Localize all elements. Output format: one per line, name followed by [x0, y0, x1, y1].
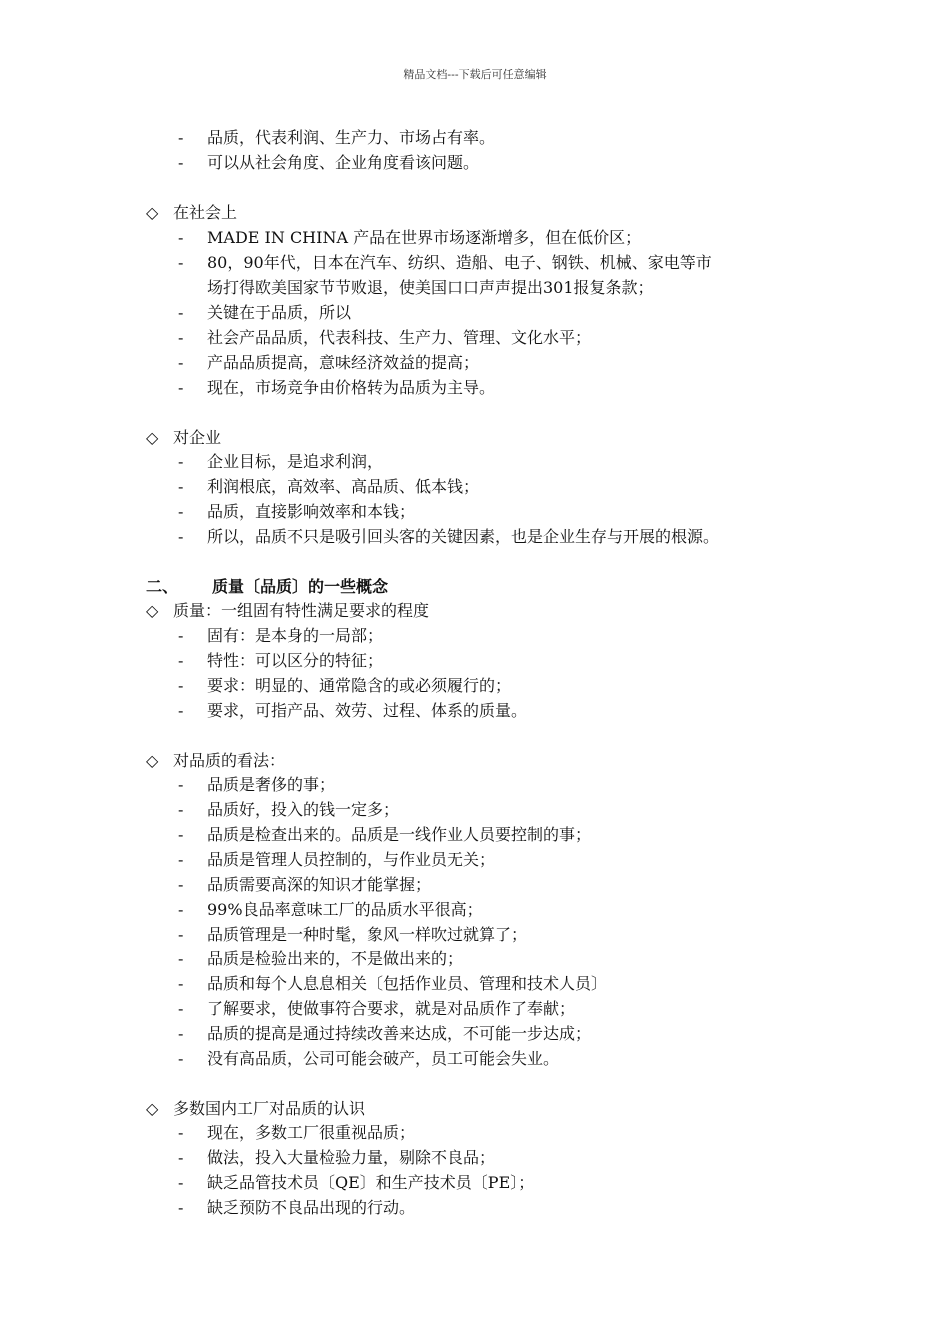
- list-item-text: 现在，多数工厂很重视品质；: [207, 1123, 416, 1142]
- list-item-text: 品质管理是一种时髦，象风一样吹过就算了；: [207, 925, 528, 944]
- list-item-text: 品质是检验出来的，不是做出来的；: [207, 949, 464, 968]
- list-item-text: 场打得欧美国家节节败退，使美国口口声声提出301报复条款；: [207, 278, 654, 297]
- list-item-text: 品质的提高是通过持续改善来达成，不可能一步达成；: [207, 1024, 592, 1043]
- bullet-dash: -: [178, 949, 184, 968]
- list-item-text: 可以从社会角度、企业角度看该问题。: [207, 153, 480, 172]
- section-heading-text: 多数国内工厂对品质的认识: [173, 1099, 366, 1118]
- list-item-text: 品质和每个人息息相关〔包括作业员、管理和技术人员〕: [207, 974, 608, 993]
- section-heading-text: 质量：一组固有特性满足要求的程度: [173, 601, 430, 620]
- bullet-dash: -: [178, 900, 184, 919]
- section-heading-text: 在社会上: [173, 203, 238, 222]
- bullet-dash: -: [178, 253, 184, 272]
- bullet-dash: -: [178, 128, 184, 147]
- list-item-text: 利润根底，高效率、高品质、低本钱；: [207, 477, 480, 496]
- bullet-dash: -: [178, 1173, 184, 1192]
- list-item-text: 99%良品率意味工厂的品质水平很高；: [207, 900, 483, 919]
- list-item-text: 缺乏品管技术员〔QE〕和生产技术员〔PE〕；: [207, 1173, 535, 1192]
- list-item-text: 了解要求，使做事符合要求，就是对品质作了奉献；: [207, 999, 576, 1018]
- diamond-icon: ◇: [146, 751, 159, 770]
- chapter-number: 二、: [146, 577, 179, 596]
- list-item-text: 固有：是本身的一局部；: [207, 626, 384, 645]
- list-item-text: 现在，市场竞争由价格转为品质为主导。: [207, 378, 496, 397]
- bullet-dash: -: [178, 452, 184, 471]
- bullet-dash: -: [178, 999, 184, 1018]
- bullet-dash: -: [178, 974, 184, 993]
- section-heading-text: 对企业: [173, 428, 222, 447]
- bullet-dash: -: [178, 1123, 184, 1142]
- bullet-dash: -: [178, 502, 184, 521]
- list-item-text: 要求：明显的、通常隐含的或必须履行的；: [207, 676, 512, 695]
- list-item-text: 所以，品质不只是吸引回头客的关键因素，也是企业生存与开展的根源。: [207, 527, 720, 546]
- bullet-dash: -: [178, 651, 184, 670]
- page-header: 精品文档---下载后可任意编辑: [403, 68, 547, 81]
- bullet-dash: -: [178, 626, 184, 645]
- list-item-text: 企业目标，是追求利润，: [207, 452, 384, 471]
- bullet-dash: -: [178, 676, 184, 695]
- bullet-dash: -: [178, 477, 184, 496]
- bullet-dash: -: [178, 1024, 184, 1043]
- bullet-dash: -: [178, 875, 184, 894]
- bullet-dash: -: [178, 378, 184, 397]
- list-item-text: 特性：可以区分的特征；: [207, 651, 384, 670]
- bullet-dash: -: [178, 775, 184, 794]
- bullet-dash: -: [178, 353, 184, 372]
- list-item-text: 要求，可指产品、效劳、过程、体系的质量。: [207, 701, 528, 720]
- list-item-text: 关键在于品质，所以: [207, 303, 352, 322]
- list-item-text: 品质需要高深的知识才能掌握；: [207, 875, 432, 894]
- list-item-text: 品质，代表利润、生产力、市场占有率。: [207, 128, 496, 147]
- bullet-dash: -: [178, 800, 184, 819]
- diamond-icon: ◇: [146, 203, 159, 222]
- bullet-dash: -: [178, 228, 184, 247]
- list-item-text: 品质好，投入的钱一定多；: [207, 800, 400, 819]
- bullet-dash: -: [178, 701, 184, 720]
- list-item-text: 做法，投入大量检验力量，剔除不良品；: [207, 1148, 496, 1167]
- bullet-dash: -: [178, 303, 184, 322]
- list-item-text: 80，90年代，日本在汽车、纺织、造船、电子、钢铁、机械、家电等市: [207, 253, 712, 272]
- diamond-icon: ◇: [146, 1099, 159, 1118]
- list-item-text: 产品品质提高，意味经济效益的提高；: [207, 353, 480, 372]
- list-item-text: 没有高品质，公司可能会破产，员工可能会失业。: [207, 1049, 560, 1068]
- bullet-dash: -: [178, 527, 184, 546]
- list-item-text: MADE IN CHINA 产品在世界市场逐渐增多，但在低价区；: [207, 228, 642, 247]
- bullet-dash: -: [178, 1148, 184, 1167]
- list-item-text: 缺乏预防不良品出现的行动。: [207, 1198, 416, 1217]
- bullet-dash: -: [178, 850, 184, 869]
- list-item-text: 品质，直接影响效率和本钱；: [207, 502, 416, 521]
- diamond-icon: ◇: [146, 428, 159, 447]
- list-item-text: 品质是管理人员控制的，与作业员无关；: [207, 850, 496, 869]
- bullet-dash: -: [178, 925, 184, 944]
- bullet-dash: -: [178, 825, 184, 844]
- list-item-text: 品质是奢侈的事；: [207, 775, 336, 794]
- bullet-dash: -: [178, 1198, 184, 1217]
- bullet-dash: -: [178, 328, 184, 347]
- bullet-dash: -: [178, 1049, 184, 1068]
- chapter-title: 质量〔品质〕的一些概念: [212, 577, 389, 596]
- list-item-text: 社会产品品质，代表科技、生产力、管理、文化水平；: [207, 328, 592, 347]
- list-item-text: 品质是检查出来的。品质是一线作业人员要控制的事；: [207, 825, 592, 844]
- section-heading-text: 对品质的看法：: [173, 751, 286, 770]
- diamond-icon: ◇: [146, 601, 159, 620]
- bullet-dash: -: [178, 153, 184, 172]
